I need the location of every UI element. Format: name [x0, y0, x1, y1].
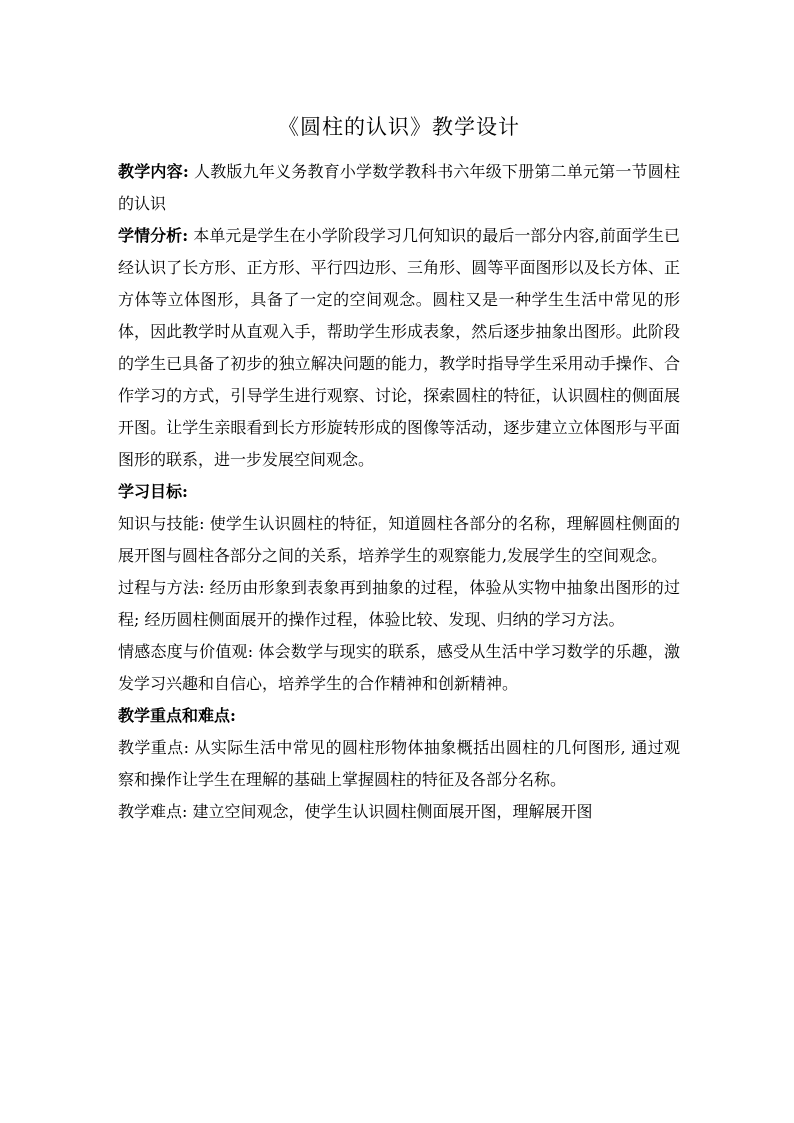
learning-objectives-heading: 学习目标: — [118, 482, 188, 501]
learner-analysis-text: 本单元是学生在小学阶段学习几何知识的最后一部分内容,前面学生已经认识了长方形、正方形、平行四边形、三角形、圆等平面图形以及长方体、正方体等立体图形，具备了一定的空间观念。圆柱又是一种学生生活中常见的形体，因此教学时从直观入手，帮助学生形成表象，然后逐步抽象出图形。此阶段的学生已具备了初步的独立解决问题的能力，教学时指导学生采用动手操作、合作学习的方式，引导学生进行观察、讨论，探索圆柱的特征，认识圆柱的侧面展开图。让学生亲眼看到长方形旋转形成的图像等活动，逐步建立立体图形与平面图形的联系，进一步发展空间观念。 — [118, 226, 680, 469]
document-title: 《圆柱的认识》教学设计 — [278, 115, 520, 139]
emotion-values-paragraph: 情感态度与价值观: 体会数学与现实的联系，感受从生活中学习数学的乐趣，激发学习兴趣和自信心，培养学生的合作精神和创新精神。 — [118, 642, 680, 693]
key-point-paragraph: 教学重点: 从实际生活中常见的圆柱形物体抽象概括出圆柱的几何图形, 通过观察和操作让学生在理解的基础上掌握圆柱的特征及各部分名称。 — [118, 738, 680, 789]
teaching-content-label: 教学内容: — [118, 162, 189, 181]
key-difficult-heading: 教学重点和难点: — [118, 706, 236, 725]
document-body — [118, 112, 680, 828]
knowledge-skills-paragraph: 知识与技能: 使学生认识圆柱的特征，知道圆柱各部分的名称，理解圆柱侧面的展开图与圆柱各部分之间的关系，培养学生的观察能力,发展学生的空间观念。 — [118, 514, 680, 565]
teaching-content-text: 人教版九年义务教育小学数学教科书六年级下册第二单元第一节圆柱的认识 — [118, 162, 680, 213]
process-methods-paragraph: 过程与方法: 经历由形象到表象再到抽象的过程，体验从实物中抽象出图形的过程; 经历圆柱侧面展开的操作过程，体验比较、发现、归纳的学习方法。 — [118, 578, 680, 629]
learner-analysis-paragraph — [118, 220, 680, 476]
learner-analysis-label: 学情分析: — [118, 226, 189, 245]
difficulty-paragraph: 教学难点: 建立空间观念，使学生认识圆柱侧面展开图，理解展开图 — [118, 802, 593, 821]
teaching-content-paragraph — [118, 156, 680, 220]
